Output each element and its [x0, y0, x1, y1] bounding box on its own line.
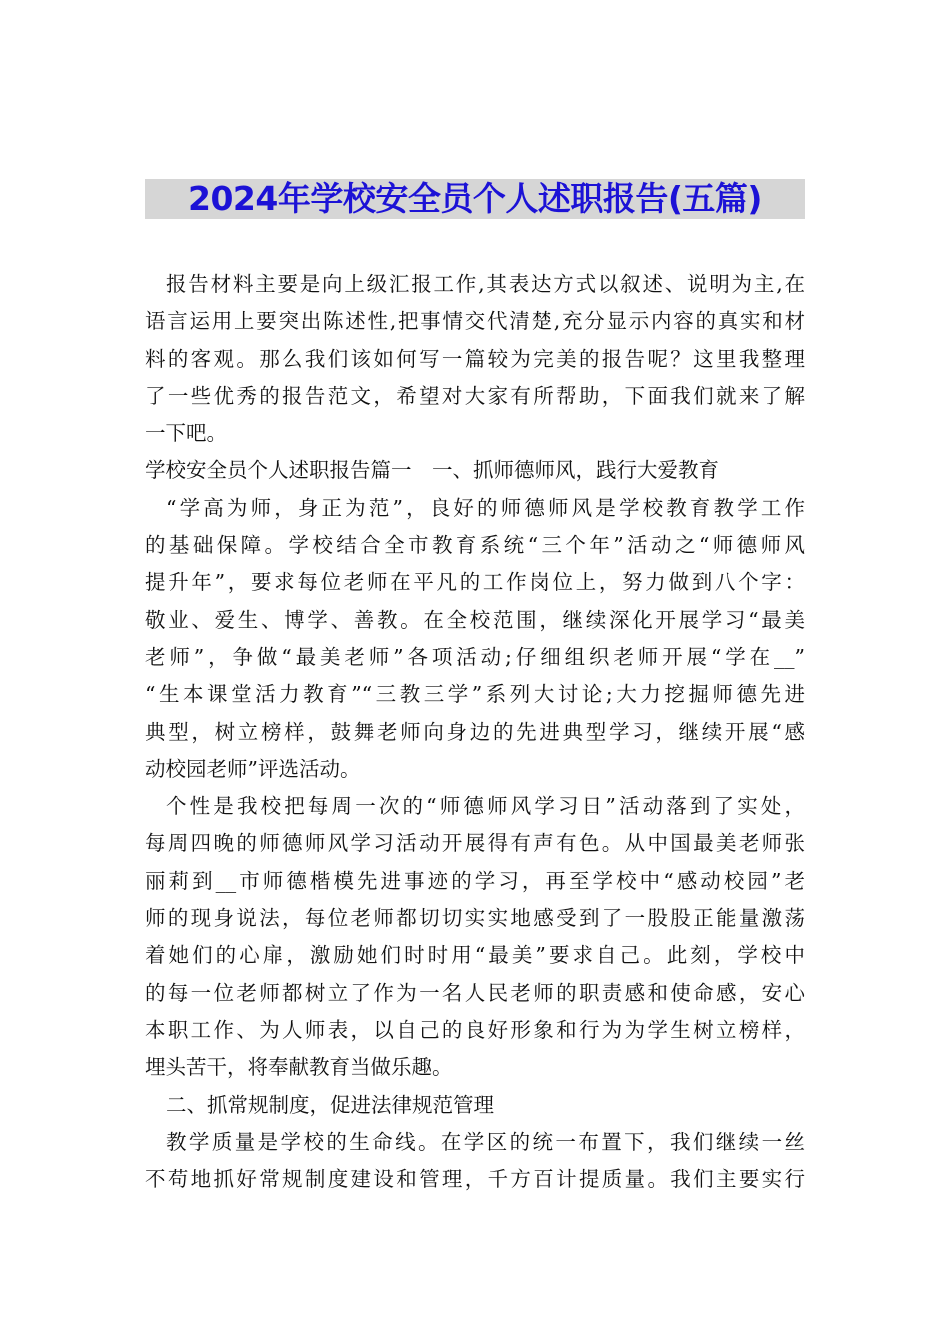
- text-line: 动校园老师”评选活动。: [145, 756, 361, 781]
- text-line: “学高为师，身正为范”，良好的师德师风是学校教育教学工作: [166, 495, 805, 520]
- text-line: 了一些优秀的报告范文，希望对大家有所帮助，下面我们就来了解: [145, 383, 805, 408]
- text-line: 二、抓常规制度，促进法律规范管理: [166, 1092, 494, 1117]
- text-line: 本职工作、为人师表，以自己的良好形象和行为为学生树立榜样，: [145, 1017, 805, 1042]
- text-line: 学校安全员个人述职报告篇一 一、抓师德师风，践行大爱教育: [145, 458, 719, 483]
- text-line: 师的现身说法，每位老师都切切实实地感受到了一股股正能量激荡: [145, 906, 805, 931]
- text-line: 老师”，争做“最美老师”各项活动;仔细组织老师开展“学在__”: [145, 644, 805, 669]
- text-line: 敬业、爱生、博学、善教。在全校范围，继续深化开展学习“最美: [145, 607, 805, 632]
- text-line: 个性是我校把每周一次的“师德师风学习日”活动落到了实处，: [166, 794, 805, 819]
- text-line: 提升年”，要求每位老师在平凡的工作岗位上，努力做到八个字：: [145, 570, 805, 595]
- text-line: 教学质量是学校的生命线。在学区的统一布置下，我们继续一丝: [166, 1129, 805, 1154]
- text-line: 每周四晚的师德师风学习活动开展得有声有色。从中国最美老师张: [145, 831, 805, 856]
- text-line: “生本课堂活力教育”“三教三学”系列大讨论;大力挖掘师德先进: [145, 682, 805, 707]
- text-line: 典型，树立榜样，鼓舞老师向身边的先进典型学习，继续开展“感: [145, 719, 805, 744]
- text-line: 不苟地抓好常规制度建设和管理，千方百计提质量。我们主要实行: [145, 1167, 805, 1192]
- text-line: 一下吧。: [145, 421, 227, 446]
- text-line: 丽莉到__市师德楷模先进事迹的学习，再至学校中“感动校园”老: [145, 868, 805, 893]
- document-title: 2024年学校安全员个人述职报告(五篇): [145, 179, 805, 219]
- text-line: 语言运用上要突出陈述性,把事情交代清楚,充分显示内容的真实和材: [145, 309, 805, 334]
- document-body: [145, 266, 805, 1198]
- text-line: 的每一位老师都树立了作为一名人民老师的职责感和使命感，安心: [145, 980, 805, 1005]
- text-line: 料的客观。那么我们该如何写一篇较为完美的报告呢？这里我整理: [145, 346, 805, 371]
- text-line: 埋头苦干，将奉献教育当做乐趣。: [145, 1055, 453, 1080]
- text-line: 的基础保障。学校结合全市教育系统“三个年”活动之“师德师风: [145, 533, 805, 558]
- text-line: 着她们的心扉，激励她们时时用“最美”要求自己。此刻，学校中: [145, 943, 805, 968]
- text-line: 报告材料主要是向上级汇报工作,其表达方式以叙述、说明为主,在: [166, 272, 805, 296]
